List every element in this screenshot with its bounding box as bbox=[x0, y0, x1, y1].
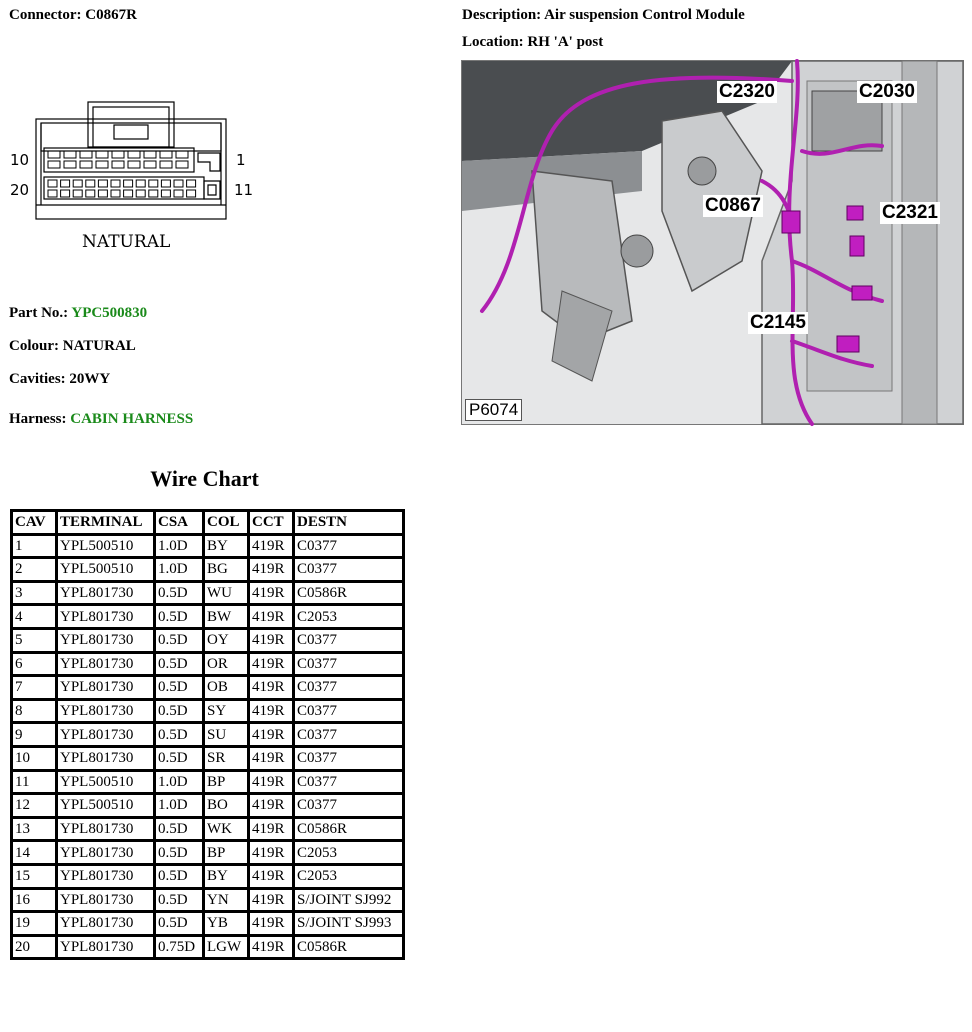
cavities-label: Cavities: bbox=[9, 371, 66, 387]
cell-destn: C0586R bbox=[294, 581, 404, 605]
table-row bbox=[12, 841, 404, 865]
cell-col: OR bbox=[204, 652, 249, 676]
pin-cavity bbox=[61, 180, 70, 187]
cell-destn: C2053 bbox=[294, 864, 404, 888]
harness-link[interactable]: CABIN HARNESS bbox=[70, 411, 194, 427]
table-row bbox=[12, 770, 404, 794]
cell-col: BY bbox=[204, 864, 249, 888]
cell-cav: 10 bbox=[12, 746, 57, 770]
pin-cavity bbox=[112, 161, 124, 168]
cell-destn: C0377 bbox=[294, 534, 404, 558]
cell-col: SU bbox=[204, 723, 249, 747]
cell-terminal: YPL801730 bbox=[57, 841, 155, 865]
wire-chart-title: Wire Chart bbox=[150, 466, 259, 491]
cell-terminal: YPL801730 bbox=[57, 581, 155, 605]
pin-cavity bbox=[96, 151, 108, 158]
location-value: RH 'A' post bbox=[527, 34, 604, 50]
harness bbox=[9, 411, 193, 428]
table-row bbox=[12, 746, 404, 770]
pin-cavity bbox=[174, 180, 183, 187]
table-row bbox=[12, 723, 404, 747]
cell-col: WU bbox=[204, 581, 249, 605]
description-label: Description: bbox=[462, 7, 542, 23]
pin-cavity bbox=[136, 190, 145, 197]
pin-cavity bbox=[98, 180, 107, 187]
cell-terminal: YPL801730 bbox=[57, 628, 155, 652]
cell-col: WK bbox=[204, 817, 249, 841]
colour bbox=[9, 338, 136, 355]
cell-cav: 12 bbox=[12, 794, 57, 818]
colour-label: Colour: bbox=[9, 338, 59, 354]
table-row bbox=[12, 676, 404, 700]
pin-cavity bbox=[176, 161, 188, 168]
cell-terminal: YPL801730 bbox=[57, 605, 155, 629]
cavities-value: 20WY bbox=[69, 371, 111, 387]
header-destn: DESTN bbox=[294, 511, 404, 535]
cell-col: YB bbox=[204, 912, 249, 936]
cell-cct: 419R bbox=[249, 558, 294, 582]
pin-label-20: 20 bbox=[10, 181, 30, 199]
cell-destn: C2053 bbox=[294, 605, 404, 629]
cell-terminal: YPL500510 bbox=[57, 794, 155, 818]
cell-col: LGW bbox=[204, 935, 249, 959]
cell-cct: 419R bbox=[249, 676, 294, 700]
pin-cavity bbox=[128, 161, 140, 168]
cell-col: BP bbox=[204, 841, 249, 865]
pin-cavity bbox=[176, 151, 188, 158]
table-row bbox=[12, 935, 404, 959]
connector-value: C0867R bbox=[85, 7, 137, 23]
connector-drawing bbox=[8, 95, 254, 255]
cell-cct: 419R bbox=[249, 935, 294, 959]
table-row bbox=[12, 817, 404, 841]
cell-destn: C0377 bbox=[294, 746, 404, 770]
cell-cct: 419R bbox=[249, 912, 294, 936]
table-row bbox=[12, 558, 404, 582]
cell-col: OB bbox=[204, 676, 249, 700]
cell-destn: C0377 bbox=[294, 652, 404, 676]
cell-cav: 13 bbox=[12, 817, 57, 841]
pin-cavity bbox=[149, 180, 158, 187]
pin-cavity bbox=[48, 151, 60, 158]
table-row bbox=[12, 628, 404, 652]
cell-cct: 419R bbox=[249, 723, 294, 747]
cell-terminal: YPL801730 bbox=[57, 817, 155, 841]
pin-cavity bbox=[161, 190, 170, 197]
cell-cav: 8 bbox=[12, 699, 57, 723]
table-row bbox=[12, 794, 404, 818]
connector-face-diagram bbox=[8, 95, 254, 255]
cell-csa: 0.5D bbox=[155, 888, 204, 912]
cell-cav: 1 bbox=[12, 534, 57, 558]
cell-destn: S/JOINT SJ992 bbox=[294, 888, 404, 912]
cell-col: SR bbox=[204, 746, 249, 770]
cell-cav: 2 bbox=[12, 558, 57, 582]
cell-cav: 15 bbox=[12, 864, 57, 888]
cell-cct: 419R bbox=[249, 746, 294, 770]
table-row bbox=[12, 534, 404, 558]
cell-csa: 0.5D bbox=[155, 841, 204, 865]
description bbox=[462, 7, 745, 24]
cell-destn: C0377 bbox=[294, 558, 404, 582]
cell-destn: C0377 bbox=[294, 676, 404, 700]
cell-col: BW bbox=[204, 605, 249, 629]
cell-terminal: YPL801730 bbox=[57, 746, 155, 770]
cell-cav: 9 bbox=[12, 723, 57, 747]
cell-csa: 0.5D bbox=[155, 723, 204, 747]
cell-destn: C0377 bbox=[294, 628, 404, 652]
cell-cct: 419R bbox=[249, 605, 294, 629]
connector-colour-caption: NATURAL bbox=[82, 232, 171, 252]
part-no-link[interactable]: YPC500830 bbox=[71, 305, 148, 321]
table-row bbox=[12, 864, 404, 888]
pin-cavity bbox=[64, 161, 76, 168]
table-row bbox=[12, 652, 404, 676]
cell-cav: 11 bbox=[12, 770, 57, 794]
pin-cavity bbox=[187, 190, 196, 197]
part-number bbox=[9, 305, 147, 322]
connector-label: Connector: bbox=[9, 7, 82, 23]
cell-destn: C0377 bbox=[294, 699, 404, 723]
location-label: Location: bbox=[462, 34, 524, 50]
location-illustration bbox=[461, 60, 964, 425]
cell-csa: 0.5D bbox=[155, 628, 204, 652]
pin-cavity bbox=[80, 161, 92, 168]
location bbox=[462, 34, 603, 51]
cell-csa: 0.5D bbox=[155, 864, 204, 888]
pin-cavity bbox=[136, 180, 145, 187]
colour-value: NATURAL bbox=[62, 338, 136, 354]
cell-cct: 419R bbox=[249, 817, 294, 841]
pin-cavity bbox=[174, 190, 183, 197]
pin-label-11: 11 bbox=[234, 181, 254, 199]
cell-cav: 5 bbox=[12, 628, 57, 652]
pin-cavity bbox=[128, 151, 140, 158]
header-col: COL bbox=[204, 511, 249, 535]
cell-destn: C0377 bbox=[294, 723, 404, 747]
pin-cavity bbox=[98, 190, 107, 197]
cell-csa: 0.5D bbox=[155, 676, 204, 700]
cell-csa: 0.5D bbox=[155, 817, 204, 841]
cell-csa: 1.0D bbox=[155, 770, 204, 794]
cell-col: YN bbox=[204, 888, 249, 912]
cell-csa: 1.0D bbox=[155, 794, 204, 818]
pin-cavity bbox=[73, 190, 82, 197]
pin-label-10: 10 bbox=[10, 151, 30, 169]
cell-terminal: YPL801730 bbox=[57, 699, 155, 723]
cell-terminal: YPL801730 bbox=[57, 912, 155, 936]
pin-cavity bbox=[48, 161, 60, 168]
pin-cavity bbox=[187, 180, 196, 187]
cell-terminal: YPL801730 bbox=[57, 888, 155, 912]
pin-cavity bbox=[160, 161, 172, 168]
table-row bbox=[12, 888, 404, 912]
cell-terminal: YPL801730 bbox=[57, 935, 155, 959]
cell-csa: 0.5D bbox=[155, 652, 204, 676]
cell-csa: 0.5D bbox=[155, 581, 204, 605]
cell-destn: C0586R bbox=[294, 817, 404, 841]
cell-col: OY bbox=[204, 628, 249, 652]
table-row bbox=[12, 912, 404, 936]
pin-cavity bbox=[61, 190, 70, 197]
cell-cav: 19 bbox=[12, 912, 57, 936]
pin-cavity bbox=[73, 180, 82, 187]
cell-destn: C0377 bbox=[294, 794, 404, 818]
cell-cav: 6 bbox=[12, 652, 57, 676]
table-row bbox=[12, 699, 404, 723]
part-no-label: Part No.: bbox=[9, 305, 69, 321]
cell-col: BG bbox=[204, 558, 249, 582]
pin-cavity bbox=[112, 151, 124, 158]
header-terminal: TERMINAL bbox=[57, 511, 155, 535]
pin-cavity bbox=[96, 161, 108, 168]
cell-csa: 1.0D bbox=[155, 534, 204, 558]
pin-cavity bbox=[160, 151, 172, 158]
pin-cavity bbox=[48, 190, 57, 197]
table-row bbox=[12, 605, 404, 629]
cell-cct: 419R bbox=[249, 534, 294, 558]
cell-terminal: YPL801730 bbox=[57, 676, 155, 700]
pin-cavity bbox=[111, 190, 120, 197]
cell-destn: C0377 bbox=[294, 770, 404, 794]
cell-cav: 7 bbox=[12, 676, 57, 700]
cell-col: BO bbox=[204, 794, 249, 818]
pin-cavity bbox=[144, 161, 156, 168]
cell-cav: 3 bbox=[12, 581, 57, 605]
pin-cavity bbox=[161, 180, 170, 187]
callout-c2030: C2030 bbox=[859, 81, 915, 102]
cell-terminal: YPL801730 bbox=[57, 652, 155, 676]
cell-cct: 419R bbox=[249, 652, 294, 676]
table-header-row bbox=[12, 511, 404, 535]
cell-csa: 0.5D bbox=[155, 699, 204, 723]
cell-csa: 0.5D bbox=[155, 605, 204, 629]
pin-cavity bbox=[86, 190, 95, 197]
cell-cct: 419R bbox=[249, 628, 294, 652]
cell-destn: S/JOINT SJ993 bbox=[294, 912, 404, 936]
cell-cct: 419R bbox=[249, 888, 294, 912]
cell-terminal: YPL500510 bbox=[57, 534, 155, 558]
callout-c2320: C2320 bbox=[719, 81, 775, 102]
pin-cavity bbox=[144, 151, 156, 158]
cell-csa: 0.75D bbox=[155, 935, 204, 959]
pin-cavity bbox=[124, 180, 133, 187]
cell-cct: 419R bbox=[249, 770, 294, 794]
pin-cavity bbox=[111, 180, 120, 187]
wire-chart-table bbox=[10, 509, 405, 960]
cell-csa: 0.5D bbox=[155, 746, 204, 770]
cell-csa: 0.5D bbox=[155, 912, 204, 936]
pin-cavity bbox=[64, 151, 76, 158]
cell-cct: 419R bbox=[249, 699, 294, 723]
photo-reference: P6074 bbox=[465, 399, 522, 421]
connector-id bbox=[9, 7, 137, 24]
cell-cct: 419R bbox=[249, 581, 294, 605]
pin-cavity bbox=[124, 190, 133, 197]
cell-destn: C0586R bbox=[294, 935, 404, 959]
header-csa: CSA bbox=[155, 511, 204, 535]
description-value: Air suspension Control Module bbox=[544, 7, 745, 23]
table-row bbox=[12, 581, 404, 605]
cell-col: BP bbox=[204, 770, 249, 794]
header-cav: CAV bbox=[12, 511, 57, 535]
harness-label: Harness: bbox=[9, 411, 67, 427]
cavities bbox=[9, 371, 110, 388]
cell-terminal: YPL801730 bbox=[57, 723, 155, 747]
callout-c2145: C2145 bbox=[750, 312, 806, 333]
cell-terminal: YPL500510 bbox=[57, 770, 155, 794]
cell-terminal: YPL801730 bbox=[57, 864, 155, 888]
cell-col: SY bbox=[204, 699, 249, 723]
pin-cavity bbox=[149, 190, 158, 197]
vehicle-interior-drawing bbox=[462, 61, 963, 424]
cell-cav: 14 bbox=[12, 841, 57, 865]
cell-cct: 419R bbox=[249, 864, 294, 888]
cell-cct: 419R bbox=[249, 841, 294, 865]
cell-cav: 4 bbox=[12, 605, 57, 629]
cell-csa: 1.0D bbox=[155, 558, 204, 582]
pin-cavity bbox=[48, 180, 57, 187]
cell-cav: 16 bbox=[12, 888, 57, 912]
pin-cavity bbox=[80, 151, 92, 158]
pin-cavity bbox=[86, 180, 95, 187]
cell-cct: 419R bbox=[249, 794, 294, 818]
cell-col: BY bbox=[204, 534, 249, 558]
pin-label-1: 1 bbox=[236, 151, 246, 169]
callout-c2321: C2321 bbox=[882, 202, 938, 223]
cell-cav: 20 bbox=[12, 935, 57, 959]
callout-c0867: C0867 bbox=[705, 195, 761, 216]
cell-destn: C2053 bbox=[294, 841, 404, 865]
header-cct: CCT bbox=[249, 511, 294, 535]
cell-terminal: YPL500510 bbox=[57, 558, 155, 582]
